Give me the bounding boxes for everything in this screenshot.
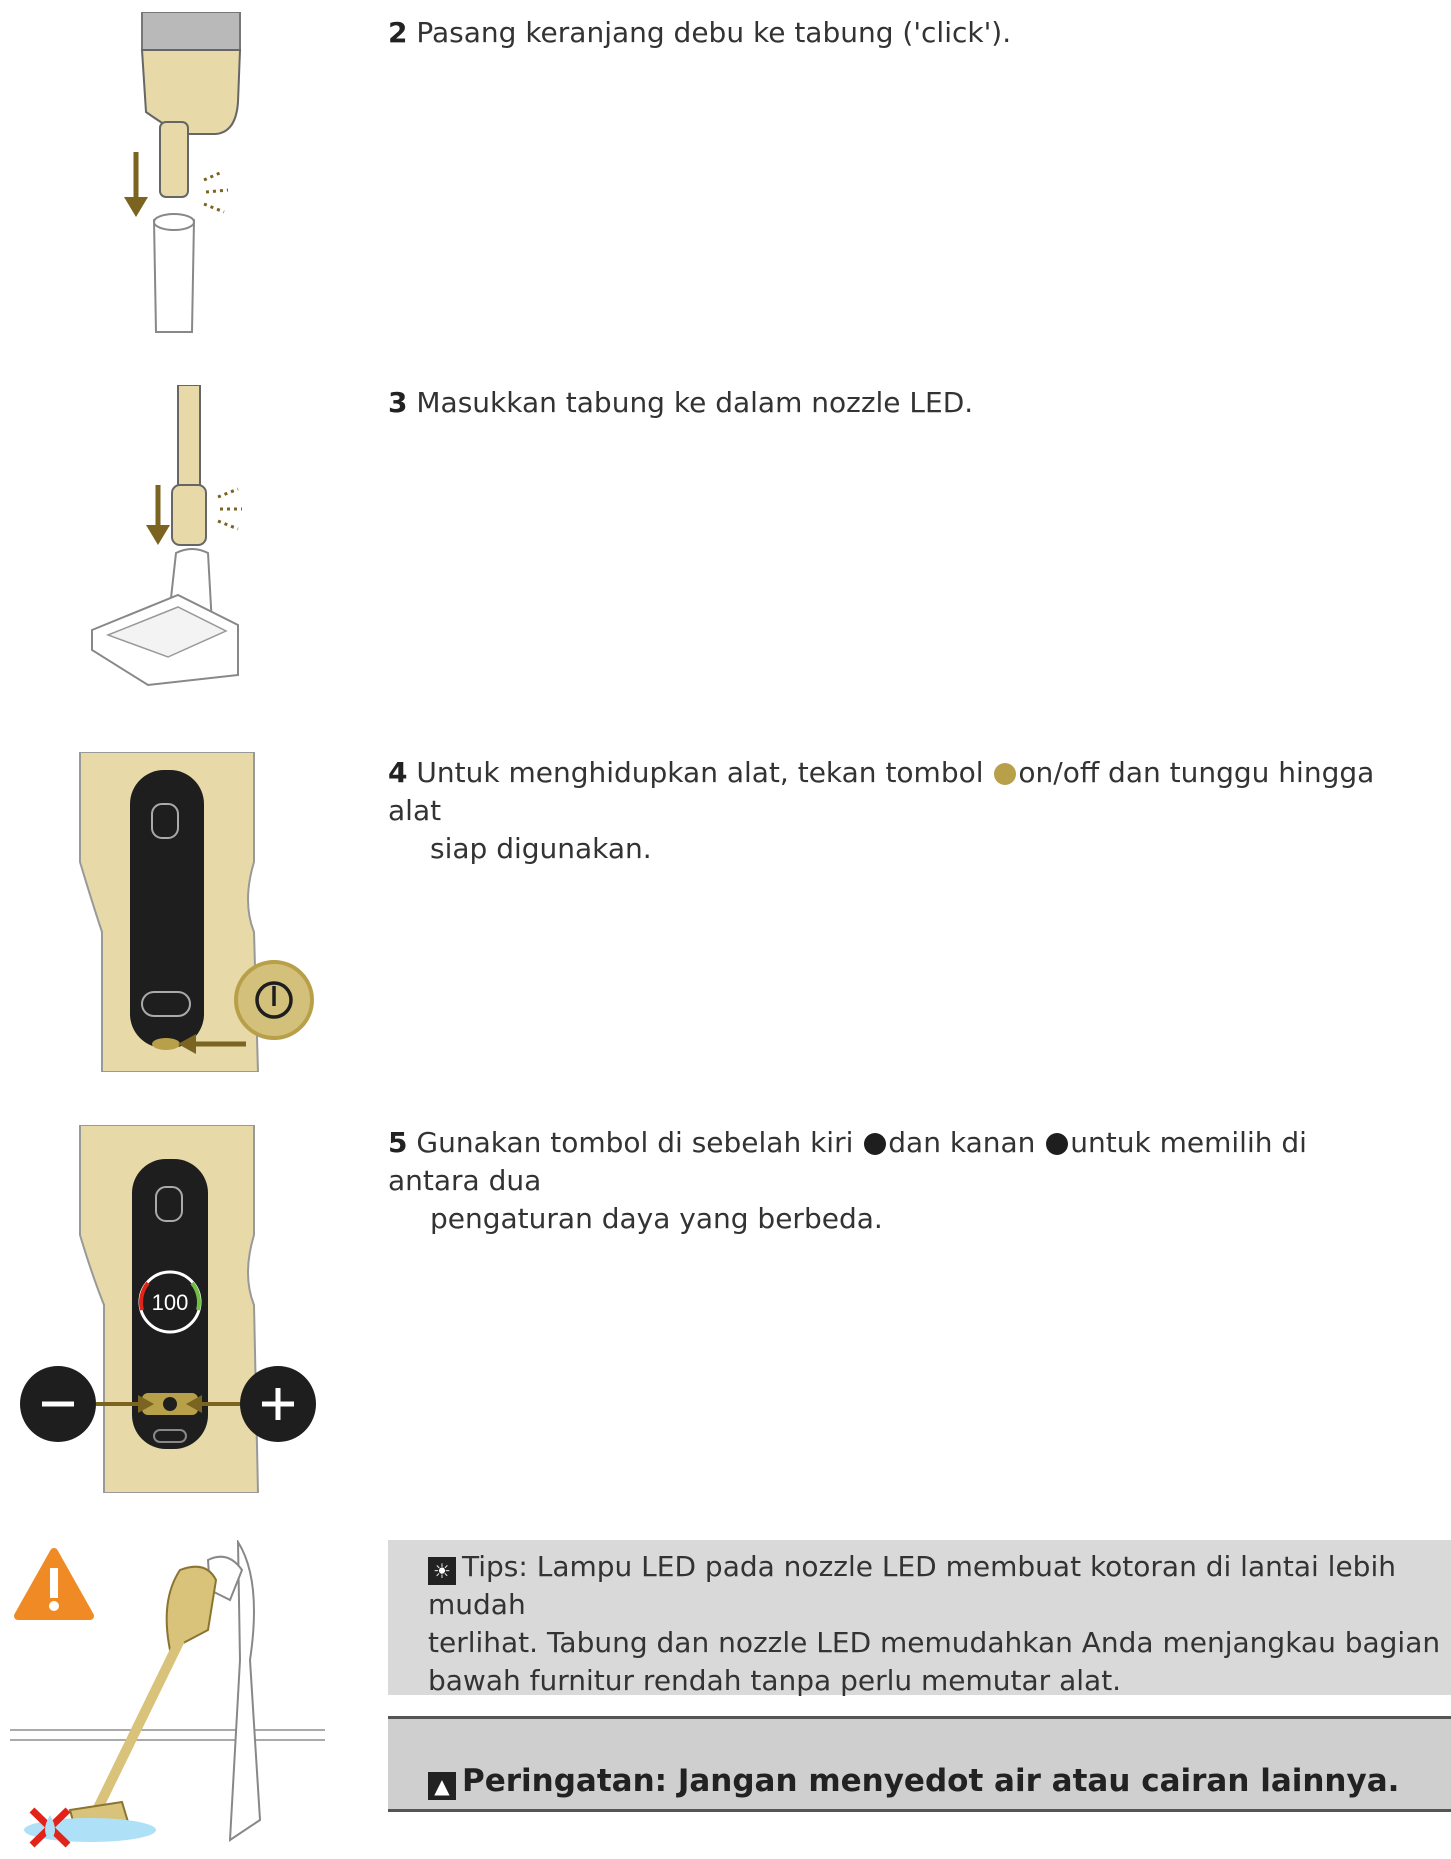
step-number: 3 [388, 386, 408, 419]
step-2 [388, 14, 1398, 52]
step-text-cont: siap digunakan. [430, 832, 652, 865]
step5-illustration [18, 1125, 323, 1493]
step4-illustration [78, 752, 338, 1072]
step-5 [388, 1124, 1398, 1238]
step-text-a: Gunakan tombol di sebelah kiri [416, 1126, 854, 1159]
tips-box [388, 1540, 1451, 1695]
power-display-value: 100 [151, 1290, 189, 1315]
power-button-icon [994, 763, 1016, 785]
step-text-c: untuk memilih di antara dua [388, 1126, 1307, 1197]
step-number: 4 [388, 756, 408, 789]
step-text-cont: pengaturan daya yang berbeda. [430, 1202, 883, 1235]
warning-label: Peringatan: Jangan menyedot air atau cairan lainnya. [462, 1763, 1400, 1799]
warning-icon: ▲ [428, 1772, 456, 1800]
step-text: Pasang keranjang debu ke tabung ('click'). [416, 16, 1012, 49]
step3-illustration [88, 385, 258, 690]
step-number: 2 [388, 16, 408, 49]
warning-box [388, 1716, 1451, 1812]
tips-line-2: terlihat. Tabung dan nozzle LED memudahkan Anda menjangkau bagian [428, 1626, 1441, 1659]
warning-illustration [10, 1540, 330, 1855]
step-text-a: Untuk menghidupkan alat, tekan tombol [416, 756, 984, 789]
tips-line-3: bawah furnitur rendah tanpa perlu memutar alat. [428, 1664, 1122, 1697]
tips-line-1: Tips: Lampu LED pada nozzle LED membuat kotoran di lantai lebih mudah [428, 1550, 1396, 1621]
tips-text [428, 1548, 1448, 1700]
step-text: Masukkan tabung ke dalam nozzle LED. [416, 386, 974, 419]
step-text-b: dan kanan [888, 1126, 1036, 1159]
minus-button-icon [864, 1133, 886, 1155]
step-3 [388, 384, 1398, 422]
step-4 [388, 754, 1398, 868]
step-text-b: on/off dan tunggu hingga alat [388, 756, 1375, 827]
lightbulb-icon: ☀ [428, 1557, 456, 1585]
step-number: 5 [388, 1126, 408, 1159]
plus-button-icon [1046, 1133, 1068, 1155]
step2-illustration [120, 12, 260, 337]
warning-text [428, 1763, 1399, 1800]
